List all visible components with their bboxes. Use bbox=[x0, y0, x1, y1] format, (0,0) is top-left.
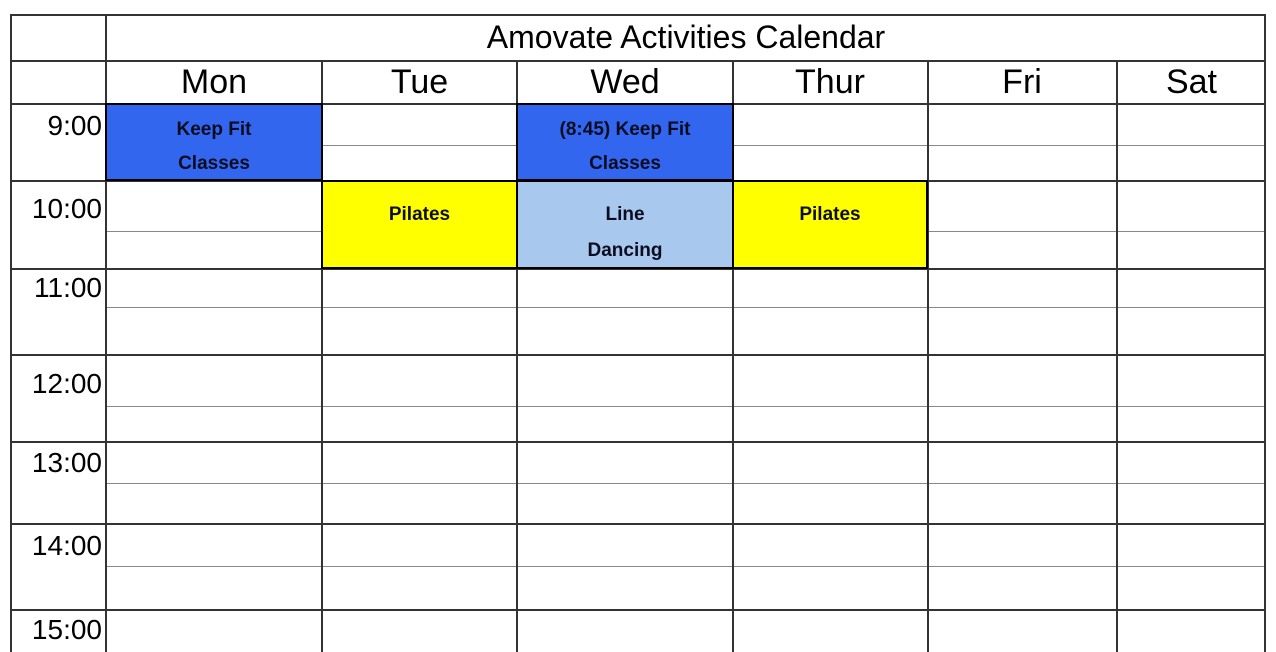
time-label-1100: 11:00 bbox=[34, 272, 102, 303]
activities-calendar bbox=[10, 14, 1266, 652]
event-title: Pilates bbox=[799, 204, 861, 225]
time-label-0900: 9:00 bbox=[47, 110, 102, 141]
grid-row-line bbox=[105, 483, 1266, 484]
time-label-1000: 10:00 bbox=[31, 193, 102, 224]
time-label-1300: 13:00 bbox=[31, 447, 102, 478]
time-label-1500: 15:00 bbox=[31, 614, 102, 645]
day-header-fri: Fri bbox=[1002, 62, 1042, 101]
grid-row-line bbox=[105, 307, 1266, 308]
grid-row-line bbox=[10, 523, 1266, 525]
event-thu-pilates[interactable] bbox=[732, 180, 928, 269]
event-title-line1: Keep Fit bbox=[176, 119, 252, 140]
day-header-tue: Tue bbox=[390, 62, 449, 101]
day-header-thur: Thur bbox=[795, 62, 865, 101]
day-header-mon: Mon bbox=[180, 62, 248, 101]
event-title-line1: Line bbox=[605, 204, 645, 225]
event-title-line2: Classes bbox=[178, 153, 250, 174]
event-wed-line-dancing[interactable] bbox=[516, 180, 734, 269]
event-title-line2: Dancing bbox=[587, 240, 663, 261]
event-wed-keep-fit[interactable] bbox=[516, 103, 734, 181]
day-header-wed: Wed bbox=[590, 62, 660, 101]
event-title: Pilates bbox=[388, 204, 451, 225]
grid-column-line bbox=[927, 60, 929, 652]
event-tue-pilates[interactable] bbox=[321, 180, 518, 269]
grid-row-line bbox=[10, 354, 1266, 356]
day-header-sat: Sat bbox=[1165, 62, 1218, 101]
grid-column-line bbox=[1264, 14, 1266, 652]
grid-row-line bbox=[105, 566, 1266, 567]
time-label-1200: 12:00 bbox=[31, 368, 102, 399]
grid-row-line bbox=[10, 441, 1266, 443]
event-title-line1: (8:45) Keep Fit bbox=[559, 119, 691, 140]
event-mon-keep-fit[interactable] bbox=[105, 103, 323, 181]
grid-row-line bbox=[10, 609, 1266, 611]
time-label-1400: 14:00 bbox=[31, 530, 102, 561]
calendar-title: Amovate Activities Calendar bbox=[486, 18, 886, 55]
grid-column-line bbox=[1116, 60, 1118, 652]
grid-row-line bbox=[105, 406, 1266, 407]
event-title-line2: Classes bbox=[589, 153, 661, 174]
